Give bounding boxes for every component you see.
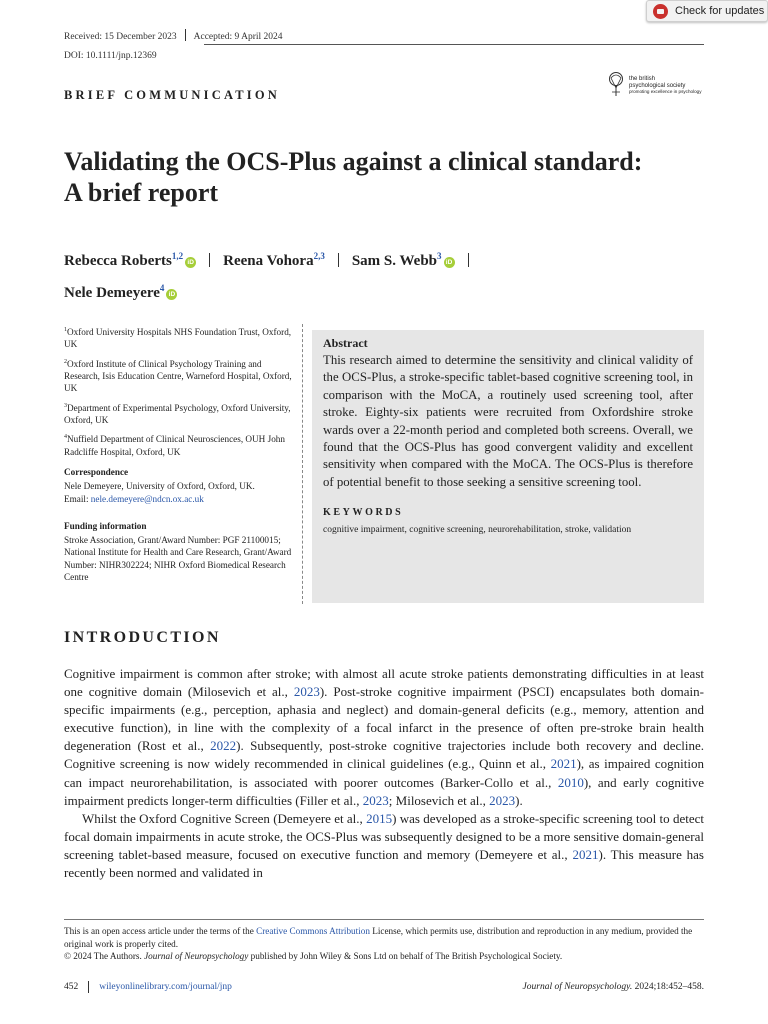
check-for-updates-label: Check for updates xyxy=(675,5,765,17)
orcid-icon[interactable]: iD xyxy=(444,257,455,268)
citation-link[interactable]: 2021 xyxy=(572,846,599,862)
email-link[interactable]: nele.demeyere@ndcn.ox.ac.uk xyxy=(90,493,204,504)
citation-link[interactable]: 2015 xyxy=(366,810,393,826)
dates-line xyxy=(64,29,283,42)
separator xyxy=(88,981,89,993)
update-icon xyxy=(653,4,668,19)
funding-label: Funding information xyxy=(64,520,147,531)
citation-link[interactable]: 2023 xyxy=(489,792,516,808)
publisher-logo xyxy=(606,68,716,102)
logo-line-3: promoting excellence in psychology xyxy=(629,89,702,94)
title-line-2: A brief report xyxy=(64,178,219,207)
separator xyxy=(185,29,186,41)
article-type: BRIEF COMMUNICATION xyxy=(64,88,281,102)
separator xyxy=(338,253,339,267)
abstract-heading: Abstract xyxy=(323,336,368,350)
affiliation: $^2$Oxford Institute of Clinical Psychology Training and Research, Isis Education Centre, Warneford Hospital, Oxford, UK xyxy=(64,358,292,394)
citation-link[interactable]: 2010 xyxy=(557,774,584,790)
license-text: This is an open access article under the terms of the Creative Commons Attribution License, which permits use, distribution and reproduction in any medium, provided the original work is properly cited. xyxy=(64,926,693,949)
page-number: 452 xyxy=(64,982,79,992)
affiliation: $^3$Department of Experimental Psychology, Oxford University, Oxford, UK xyxy=(64,402,291,425)
keywords-text: cognitive impairment, cognitive screening, neurorehabilitation, stroke, validation xyxy=(323,525,632,536)
footer-rule xyxy=(64,919,704,920)
logo-line-2: psychological society xyxy=(629,82,686,89)
citation-link[interactable]: 2023 xyxy=(362,792,389,808)
license-link[interactable]: Creative Commons Attribution xyxy=(256,926,370,936)
affiliation: $^4$Nuffield Department of Clinical Neurosciences, OUH John Radcliffe Hospital, Oxford, UK xyxy=(64,434,285,457)
correspondence-label: Correspondence xyxy=(64,466,129,477)
citation-link[interactable]: 2021 xyxy=(550,756,577,772)
journal-url-link[interactable]: wileyonlinelibrary.com/journal/jnp xyxy=(99,982,232,992)
separator xyxy=(209,253,210,267)
author[interactable]: Rebecca Roberts$^{1,2}$ xyxy=(64,251,184,269)
abstract-text: This research aimed to determine the sensitivity and clinical validity of the OCS-Plus, a stroke-specific tablet-based cognitive screening tool, in comparison with the MoCA, a routinely used screening tool, after stroke. Eighty-six patients were recruited from Oxfordshire stroke wards over a 22-month period and completed both screens. Overall, we found that the OCS-Plus has good convergent validity and excellent sensitivity when compared with the MoCA. The OCS-Plus is therefore of potential benefit to those seeking a sensitive screening tool. xyxy=(323,353,693,489)
author-list xyxy=(64,243,704,307)
citation: Journal of Neuropsychology. 2024;18:452–458. xyxy=(522,982,704,992)
orcid-icon[interactable]: iD xyxy=(185,257,196,268)
affiliation: $^1$Oxford University Hospitals NHS Foundation Trust, Oxford, UK xyxy=(64,327,292,350)
doi: DOI: 10.1111/jnp.12369 xyxy=(64,51,157,61)
paragraph: Cognitive impairment is common after stroke; with almost all acute stroke patients demonstrating difficulties in at least one cognitive domain (Milosevich et al., 2023). Post-stroke cognitive impairment (PSCI) encapsulates both domain-specific impairments (e.g., perception, aphasia and neglect) and domain-general deficits (e.g., memory, attention and executive function), in line with the complexity of a focal infarct in the presence of often pre-stroke brain health degeneration (Rost et al., 2022). Subsequently, post-stroke cognitive trajectories include both recovery and decline. Cognitive screening is now widely recommended in clinical guidelines (e.g., Quinn et al., 2021), as impaired cognition can impact neurorehabilitation, is associated with poorer outcomes (Barker-Collo et al., 2010), and early cognitive impairment predicts longer-term difficulties (Filler et al., 2023; Milosevich et al., 2023). xyxy=(64,666,705,808)
orcid-icon[interactable]: iD xyxy=(166,289,177,300)
citation-link[interactable]: 2023 xyxy=(293,684,320,700)
article-title xyxy=(64,146,704,208)
check-for-updates-button[interactable] xyxy=(646,0,768,22)
abstract-box xyxy=(312,330,704,603)
funding-text: Stroke Association, Grant/Award Number: PGF 21100015; National Institute for Health and Care Research, Grant/Award Number: NIHR302224; NIHR Oxford Biomedical Research Centre xyxy=(64,535,292,582)
citation-link[interactable]: 2022 xyxy=(210,738,237,754)
license-footnote xyxy=(64,925,704,963)
article-info-column xyxy=(64,324,294,583)
title-line-1: Validating the OCS-Plus against a clinical standard: xyxy=(64,147,643,176)
author[interactable]: Sam S. Webb$^3$ xyxy=(351,251,442,269)
paragraph: Whilst the Oxford Cognitive Screen (Demeyere et al., 2015) was developed as a stroke-specific screening tool to detect focal domain impairments in acute stroke, the OCS-Plus was subsequently designed to be a more sensitive domain-general screening tablet-based measure, focused on executive function and memory (Demeyere et al., 2021). This measure has recently been normed and validated in xyxy=(64,810,704,881)
page-footer xyxy=(64,981,704,993)
logo-line-1: the british xyxy=(629,76,656,82)
accepted-date: Accepted: 9 April 2024 xyxy=(193,32,283,42)
keywords-heading: KEYWORDS xyxy=(323,507,404,519)
received-date: Received: 15 December 2023 xyxy=(64,32,177,42)
correspondence-text: Nele Demeyere, University of Oxford, Oxford, UK. xyxy=(64,481,255,492)
header-rule xyxy=(204,44,704,45)
section-heading: INTRODUCTION xyxy=(64,629,221,646)
column-divider xyxy=(302,324,303,604)
author[interactable]: Nele Demeyere$^4$ xyxy=(64,283,165,301)
separator xyxy=(468,253,469,267)
body-text xyxy=(64,665,704,882)
correspondence-email: Email: nele.demeyere@ndcn.ox.ac.uk xyxy=(64,493,204,504)
bps-logo-icon xyxy=(606,68,626,98)
copyright-text: © 2024 The Authors. Journal of Neuropsychology published by John Wiley & Sons Ltd on behalf of The British Psychological Society. xyxy=(64,951,563,962)
author[interactable]: Reena Vohora$^{2,3}$ xyxy=(223,251,325,269)
